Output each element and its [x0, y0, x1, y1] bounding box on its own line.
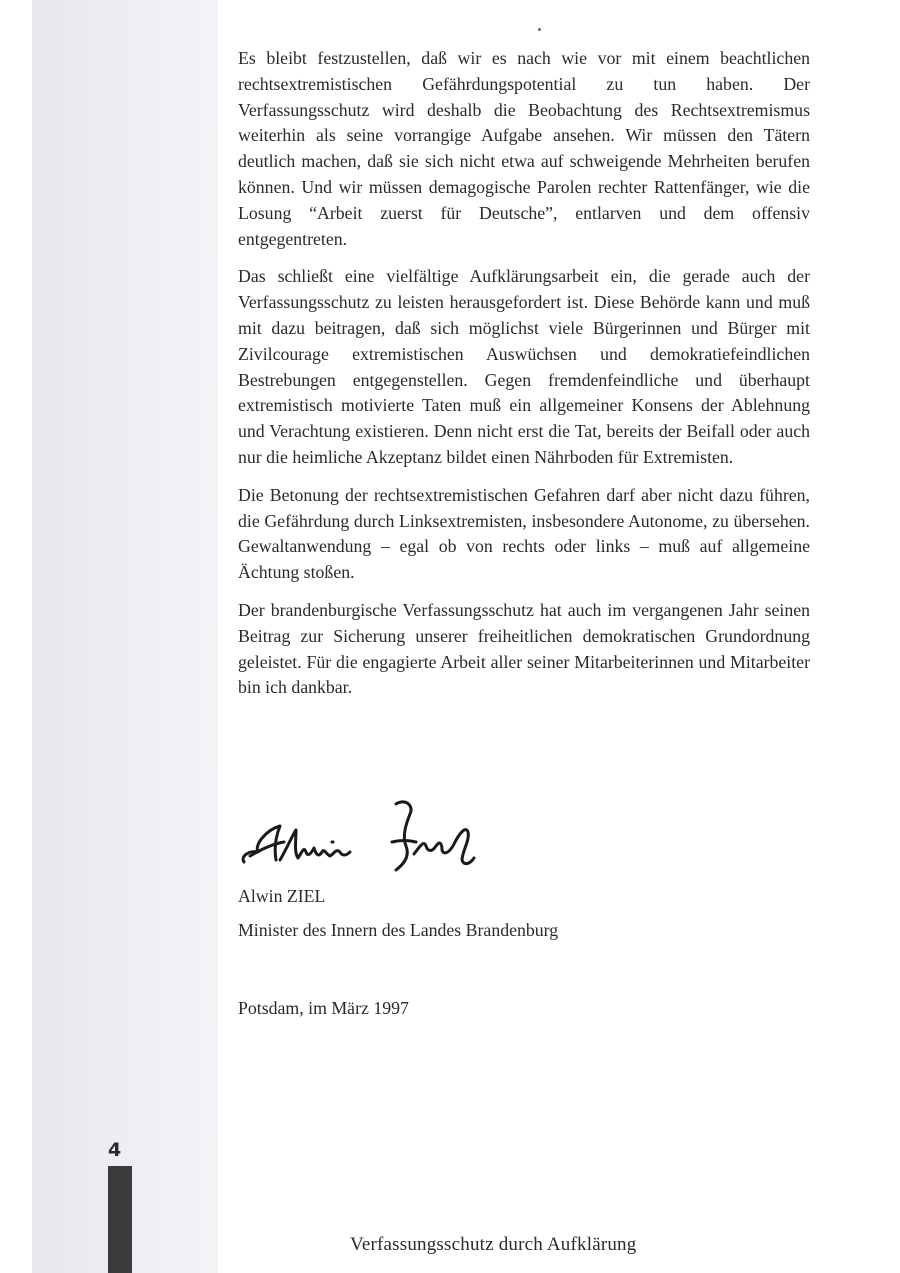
handwritten-signature: [236, 790, 486, 880]
page-number: 4: [108, 1139, 122, 1161]
signer-title: Minister des Innern des Landes Brandenburg: [238, 920, 559, 940]
paragraph-1: Es bleibt festzustellen, daß wir es nach wie vor mit einem beachtlichen rechtsextremistischen Gefährdungspotential zu tun haben. Der Verfassungsschutz wird deshalb die Beobachtung des Rechtsextremismus weiterhin als seine vorrangige Aufgabe ansehen. Wir müssen den Tätern deutlich machen, daß sie sich nicht etwa auf schweigende Mehrheiten berufen können. Und wir müssen demagogische Parolen rechter Rattenfänger, wie die Losung “Arbeit zuerst für Deutsche”, entlarven und dem offensiv entgegentreten.: [238, 48, 810, 249]
paragraph-2: Das schließt eine vielfältige Aufklärungsarbeit ein, die gerade auch der Verfassungsschutz zu leisten herausgefordert ist. Diese Behörde kann und muß mit dazu beitragen, daß sich möglichst viele Bürgerinnen und Bürger mit Zivilcourage extremistischen Auswüchsen und demokratiefeindlichen Bestrebungen entgegenstellen. Gegen fremdenfeindliche und überhaupt extremistisch motivierte Taten muß ein allgemeiner Konsens der Ablehnung und Verachtung existieren. Denn nicht erst die Tat, bereits der Beifall oder auch nur die heimliche Akzeptanz bildet einen Nährboden für Extremisten.: [238, 266, 810, 467]
page-number-bar: [108, 1166, 132, 1273]
place-and-date: Potsdam, im März 1997: [238, 998, 409, 1018]
signer-name: Alwin ZIEL: [238, 886, 326, 906]
page-margin-band: [32, 0, 218, 1273]
print-speck: [538, 28, 541, 31]
paragraph-3: Die Betonung der rechtsextremistischen Gefahren darf aber nicht dazu führen, die Gefährdung durch Linksextremisten, insbesondere Autonome, zu übersehen. Gewaltanwendung – egal ob von rechts oder links – muß auf allgemeine Ächtung stoßen.: [238, 484, 810, 583]
letter-body: [238, 46, 810, 713]
running-footer: Verfassungsschutz durch Aufklärung: [350, 1234, 637, 1255]
paragraph-4: Der brandenburgische Verfassungsschutz hat auch im vergangenen Jahr seinen Beitrag zur Sicherung unserer freiheitlichen demokratischen Grundordnung geleistet. Für die engagierte Arbeit aller seiner Mitarbeiterinnen und Mitarbeiter bin ich dankbar.: [238, 599, 810, 698]
